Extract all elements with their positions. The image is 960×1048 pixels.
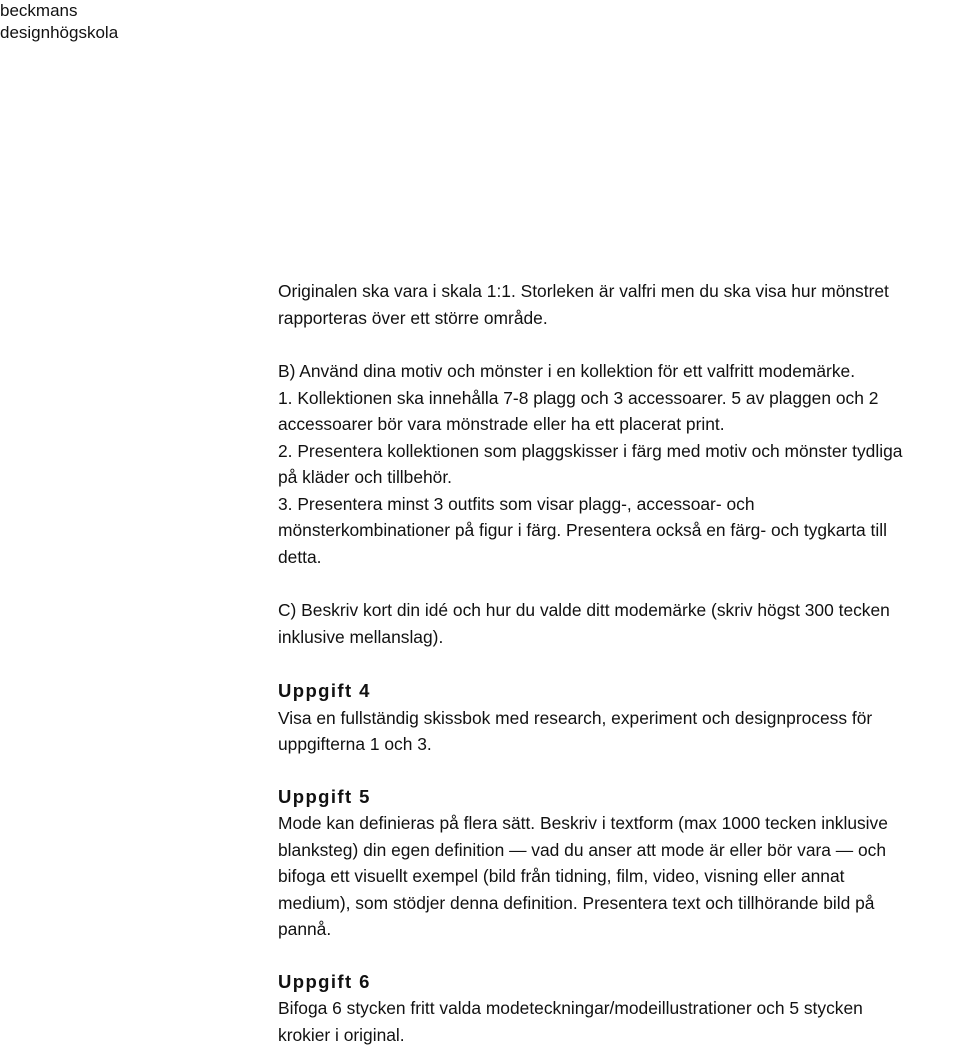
task-5-line: pannå. (278, 919, 332, 939)
logo-line-1: beckmans (0, 1, 78, 20)
section-c-line: inklusive mellanslag). (278, 626, 444, 647)
section-b-line: detta. (278, 546, 322, 567)
section-b-line: 1. Kollektionen ska innehålla 7-8 plagg och 3 accessoarer. 5 av plaggen och 2 (278, 387, 879, 408)
spacer (278, 570, 954, 597)
intro-line: rapporteras över ett större område. (278, 307, 548, 328)
intro-paragraph (278, 278, 954, 331)
task-5-line: medium), som stödjer denna definition. Presentera text och tillhörande bild på (278, 892, 875, 913)
section-b-line: B) Använd dina motiv och mönster i en kollektion för ett valfritt modemärke. (278, 361, 856, 381)
section-b-line: accessoarer bör vara mönstrade eller ha ett placerat print. (278, 414, 725, 434)
task-5-paragraph (278, 810, 954, 943)
section-b-line: 2. Presentera kollektionen som plaggskisser i färg med motiv och mönster tydliga (278, 440, 903, 461)
task-6-line: Bifoga 6 stycken fritt valda modeteckningar/modeillustrationer och 5 stycken (278, 998, 863, 1018)
task-5-line: blanksteg) din egen definition — vad du anser att mode är eller bör vara — och (278, 839, 887, 860)
task-4-line: uppgifterna 1 och 3. (278, 734, 432, 754)
task-6-paragraph (278, 995, 954, 1048)
task-5-heading: Uppgift 5 (278, 785, 371, 807)
task-6-line: krokier i original. (278, 1024, 405, 1045)
intro-line: Originalen ska vara i skala 1:1. Storleken är valfri men du ska visa hur mönstret (278, 281, 889, 301)
task-4-line: Visa en fullständig skissbok med research, experiment och designprocess för (278, 707, 873, 728)
task-4-paragraph (278, 705, 954, 758)
task-6-heading: Uppgift 6 (278, 970, 371, 992)
section-b-paragraph (278, 358, 954, 570)
section-b-line: 3. Presentera minst 3 outfits som visar plagg-, accessoar- och (278, 493, 755, 514)
spacer (278, 331, 954, 358)
section-c-line: C) Beskriv kort din idé och hur du valde ditt modemärke (skriv högst 300 tecken (278, 600, 890, 620)
task-5-line: bifoga ett visuellt exempel (bild från tidning, film, video, visning eller annat (278, 866, 845, 886)
logo-line-2: designhögskola (0, 23, 119, 42)
task-4-heading: Uppgift 4 (278, 680, 371, 701)
task-5-line: Mode kan definieras på flera sätt. Beskriv i textform (max 1000 tecken inklusive (278, 813, 888, 833)
spacer (278, 943, 954, 969)
document-body (278, 278, 954, 1048)
school-logo (0, 0, 118, 44)
section-b-line: mönsterkombinationer på figur i färg. Presentera också en färg- och tygkarta till (278, 520, 887, 540)
spacer (278, 758, 954, 784)
section-b-line: på kläder och tillbehör. (278, 467, 453, 487)
section-c-paragraph (278, 597, 954, 650)
spacer (278, 650, 954, 678)
